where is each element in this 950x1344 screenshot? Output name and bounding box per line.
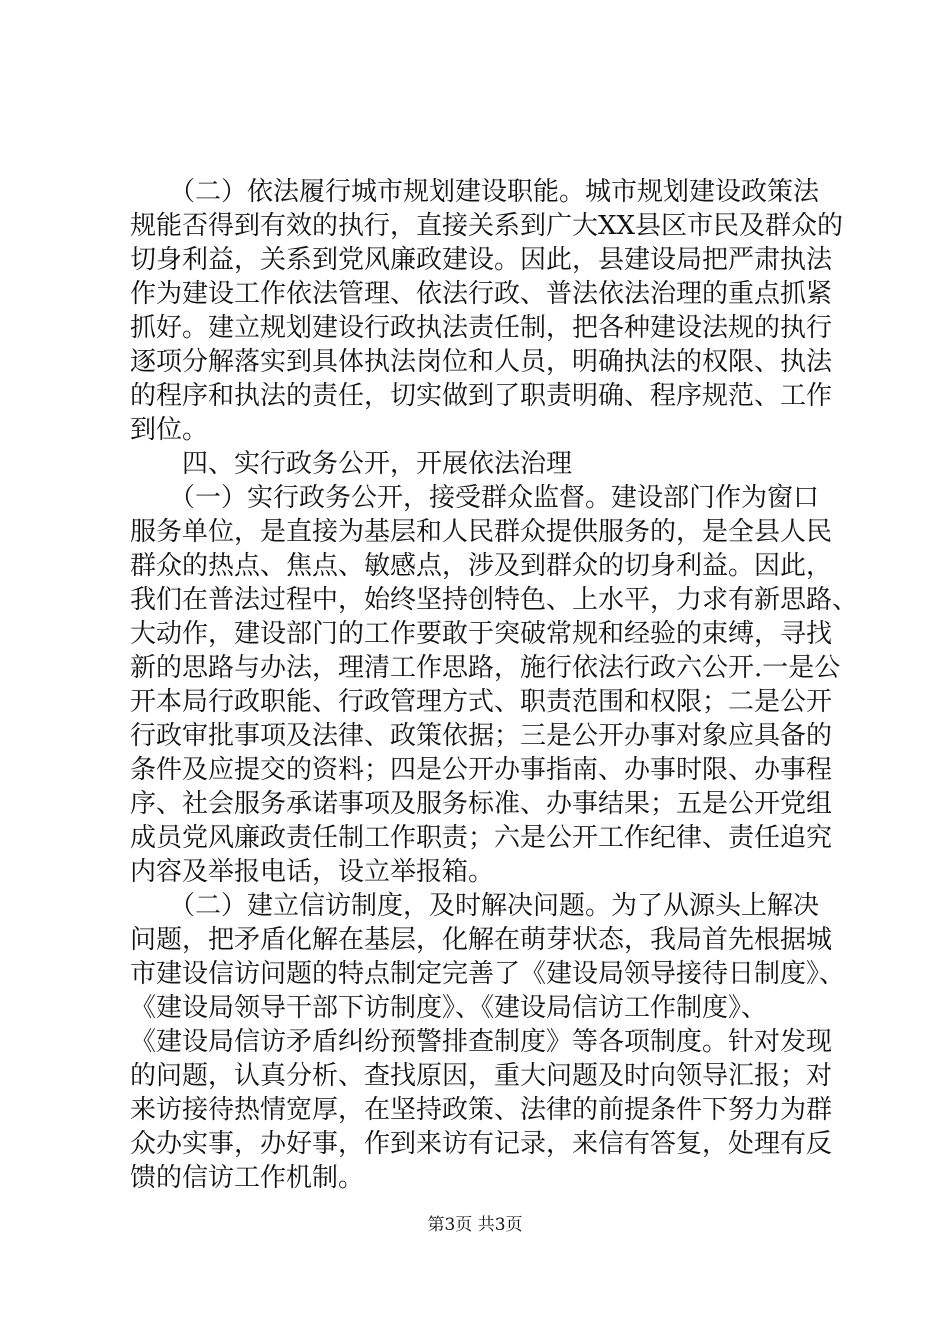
text-line: 条件及应提交的资料；四是公开办事指南、办事时限、办事程 (130, 755, 833, 785)
text-line: 逐项分解落实到具体执法岗位和人员，明确执法的权限、执法 (130, 347, 833, 377)
text-line: 的程序和执法的责任，切实做到了职责明确、程序规范、工作 (130, 381, 833, 411)
text-line: 到位。 (130, 415, 209, 445)
text-line: 《建设局领导干部下访制度》、《建设局信访工作制度》、 (130, 993, 768, 1023)
text-line: 作为建设工作依法管理、依法行政、普法依法治理的重点抓紧 (130, 279, 833, 309)
text-line: 馈的信访工作机制。 (130, 1163, 365, 1193)
text-line: 服务单位，是直接为基层和人民群众提供服务的，是全县人民 (130, 517, 833, 547)
text-line: 众办实事，办好事，作到来访有记录，来信有答复，处理有反 (130, 1129, 833, 1159)
text-line: 问题，把矛盾化解在基层，化解在萌芽状态，我局首先根据城 (130, 925, 833, 955)
text-line: 行政审批事项及法律、政策依据；三是公开办事对象应具备的 (130, 721, 833, 751)
text-line: （一）实行政务公开，接受群众监督。建设部门作为窗口 (130, 483, 820, 513)
document-body (130, 175, 859, 1195)
text-line: 开本局行政职能、行政管理方式、职责范围和权限；二是公开 (130, 687, 833, 717)
text-line: 成员党风廉政责任制工作职责；六是公开工作纪律、责任追究 (130, 823, 833, 853)
text-line: 新的思路与办法，理清工作思路，施行依法行政六公开.一是公 (130, 653, 841, 683)
text-line: （二）依法履行城市规划建设职能。城市规划建设政策法 (130, 177, 820, 207)
page-number-label: 第3页 共3页 (427, 1215, 523, 1235)
section-heading: 四、实行政务公开，开展依法治理 (130, 449, 573, 479)
text-line: 市建设信访问题的特点制定完善了《建设局领导接待日制度》、 (130, 959, 846, 989)
text-line: 来访接待热情宽厚，在坚持政策、法律的前提条件下努力为群 (130, 1095, 833, 1125)
text-line: 内容及举报电话，设立举报箱。 (130, 857, 495, 887)
page-footer (0, 1214, 950, 1236)
text-line: （二）建立信访制度，及时解决问题。为了从源头上解决 (130, 891, 820, 921)
text-line: 规能否得到有效的执行，直接关系到广大XX县区市民及群众的 (130, 211, 844, 241)
text-line: 切身利益，关系到党风廉政建设。因此，县建设局把严肃执法 (130, 245, 833, 275)
text-line: 我们在普法过程中，始终坚持创特色、上水平，力求有新思路、 (130, 585, 859, 615)
text-line: 的问题，认真分析、查找原因，重大问题及时向领导汇报；对 (130, 1061, 833, 1091)
text-line: 群众的热点、焦点、敏感点，涉及到群众的切身利益。因此， (130, 551, 833, 581)
text-line: 大动作，建设部门的工作要敢于突破常规和经验的束缚，寻找 (130, 619, 833, 649)
text-line: 序、社会服务承诺事项及服务标准、办事结果；五是公开党组 (130, 789, 833, 819)
text-line: 抓好。建立规划建设行政执法责任制，把各种建设法规的执行 (130, 313, 833, 343)
text-line: 《建设局信访矛盾纠纷预警排查制度》等各项制度。针对发现 (130, 1027, 833, 1057)
